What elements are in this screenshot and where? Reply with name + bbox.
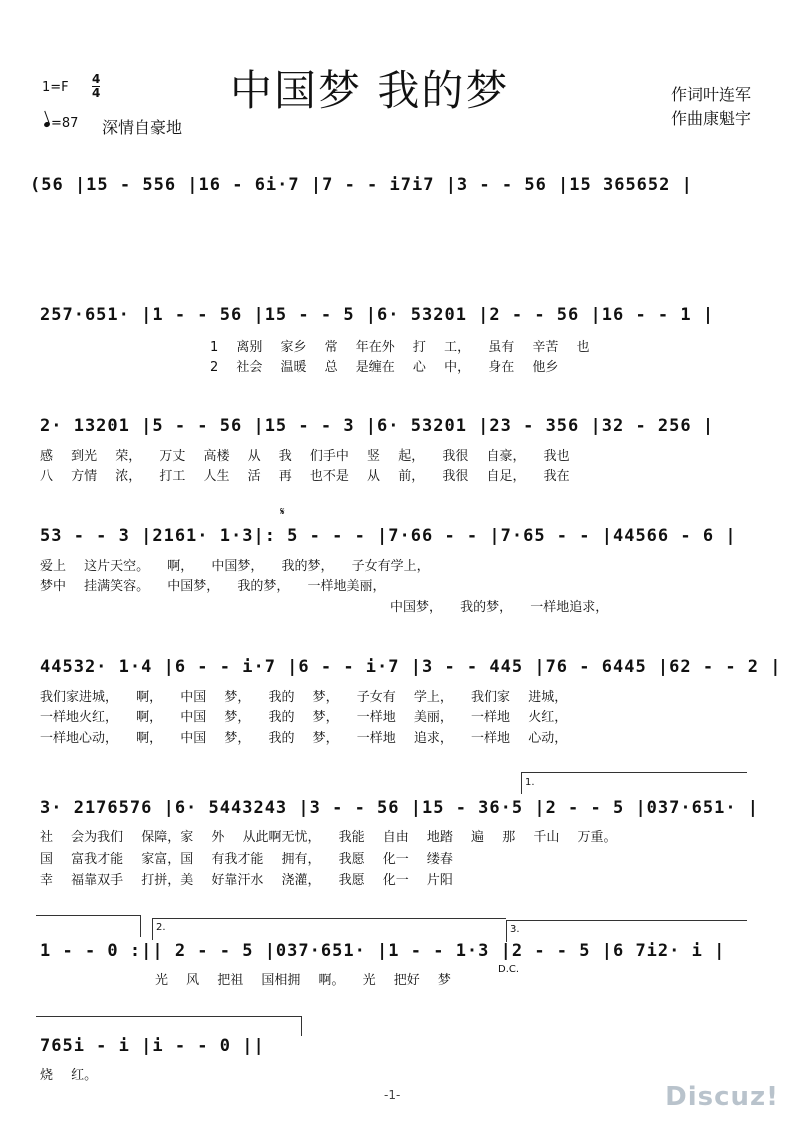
staff-system-6: 3· 2176576 |6· 5443243 |3 - - 56 |15 - 36·5 |2 - - 5 |037·651· | bbox=[40, 798, 760, 818]
volta-continuation bbox=[36, 915, 140, 916]
volta-bracket-2-edge bbox=[152, 918, 153, 940]
volta-3-label: 3. bbox=[510, 924, 520, 935]
lyric-line: 社 会为我们 保障，家 外 从此啊无忧， 我能 自由 地踏 遍 那 千山 万重。 bbox=[40, 830, 617, 845]
staff-system-7: 1 - - 0 :|| 2 - - 5 |037·651· |1 - - 1·3 |2 - - 5 |6 7i2· i | bbox=[40, 941, 726, 961]
watermark-logo: Discuz! bbox=[665, 1082, 779, 1112]
lyric-line: 1 离别 家乡 常 年在外 打 工， 虽有 辛苦 也 bbox=[210, 340, 590, 355]
volta-1-label: 1. bbox=[525, 777, 535, 788]
time-sig-bottom: 4 bbox=[92, 86, 101, 100]
lyric-line: 一样地火红， 啊， 中国 梦， 我的 梦， 一样地 美丽， 一样地 火红， bbox=[40, 710, 568, 725]
quarter-note-icon bbox=[43, 121, 50, 128]
volta-bracket-3 bbox=[506, 920, 747, 921]
lyric-line: 幸 福靠双手 打拼，美 好靠汗水 浇灌， 我愿 化一 片阳 bbox=[40, 873, 453, 888]
volta-continuation-2-edge bbox=[301, 1016, 302, 1036]
volta-bracket-1 bbox=[521, 772, 747, 773]
composer-credit: 作曲康魁宇 bbox=[670, 109, 751, 128]
lyric-line: 光 风 把祖 国相拥 啊。 光 把好 梦 bbox=[155, 973, 451, 988]
volta-bracket-3-edge bbox=[506, 920, 507, 942]
staff-system-8: 765i - i |i - - 0 || bbox=[40, 1036, 265, 1056]
lyric-line: 感 到光 荣， 万丈 高楼 从 我 们手中 竖 起， 我很 自豪， 我也 bbox=[40, 449, 570, 464]
staff-system-3: 2· 13201 |5 - - 56 |15 - - 3 |6· 53201 |23 - 356 |32 - 256 | bbox=[40, 416, 715, 436]
key-signature: 1=F bbox=[42, 80, 69, 95]
lyric-line: 我们家进城， 啊， 中国 梦， 我的 梦， 子女有 学上， 我们家 进城， bbox=[40, 690, 568, 705]
lyric-line: 2 社会 温暖 总 是缠在 心 中， 身在 他乡 bbox=[210, 360, 559, 375]
lyric-line: 一样地心动， 啊， 中国 梦， 我的 梦， 一样地 追求， 一样地 心动， bbox=[40, 731, 568, 746]
lyric-line: 中国梦， 我的梦， 一样地追求， bbox=[390, 600, 609, 615]
volta-bracket-2 bbox=[152, 918, 506, 919]
page-number: -1- bbox=[384, 1088, 401, 1102]
lyricist-credit: 作词叶连军 bbox=[670, 85, 751, 104]
time-sig-top: 4 bbox=[92, 72, 101, 86]
volta-2-label: 2. bbox=[156, 922, 166, 933]
volta-continuation-2 bbox=[36, 1016, 301, 1017]
dc-marking: D.C. bbox=[498, 964, 520, 975]
lyric-line: 爱上 这片天空。 啊， 中国梦， 我的梦， 子女有学上， bbox=[40, 559, 430, 574]
staff-system-4: 53 - - 3 |2161· 1·3|: 5 - - - |7·66 - - |7·65 - - |44566 - 6 | bbox=[40, 526, 737, 546]
staff-system-5: 44532· 1·4 |6 - - i·7 |6 - - i·7 |3 - - 445 |76 - 6445 |62 - - 2 | bbox=[40, 657, 782, 677]
expression-marking: 深情自豪地 bbox=[102, 118, 183, 137]
lyric-line: 国 富我才能 家富，国 有我才能 拥有， 我愿 化一 缕春 bbox=[40, 852, 453, 867]
segno-sign: 𝄋 bbox=[280, 505, 285, 518]
tempo-marking bbox=[44, 116, 78, 131]
lyric-line: 八 方情 浓， 打工 人生 活 再 也不是 从 前， 我很 自足， 我在 bbox=[40, 469, 570, 484]
staff-system-2: 257·651· |1 - - 56 |15 - - 5 |6· 53201 |2 - - 56 |16 - - 1 | bbox=[40, 305, 715, 325]
staff-system-1: (56 |15 - 556 |16 - 6i·7 |7 - - i7i7 |3 - - 56 |15 365652 | bbox=[30, 175, 693, 195]
tempo-value: =87 bbox=[51, 116, 79, 131]
volta-continuation-edge bbox=[140, 915, 141, 937]
time-signature bbox=[92, 73, 100, 100]
volta-bracket-1-edge bbox=[521, 772, 522, 794]
lyric-line: 梦中 挂满笑容。 中国梦， 我的梦， 一样地美丽， bbox=[40, 579, 386, 594]
page-title: 中国梦 我的梦 bbox=[230, 66, 510, 115]
lyric-line: 烧 红。 bbox=[40, 1068, 98, 1083]
